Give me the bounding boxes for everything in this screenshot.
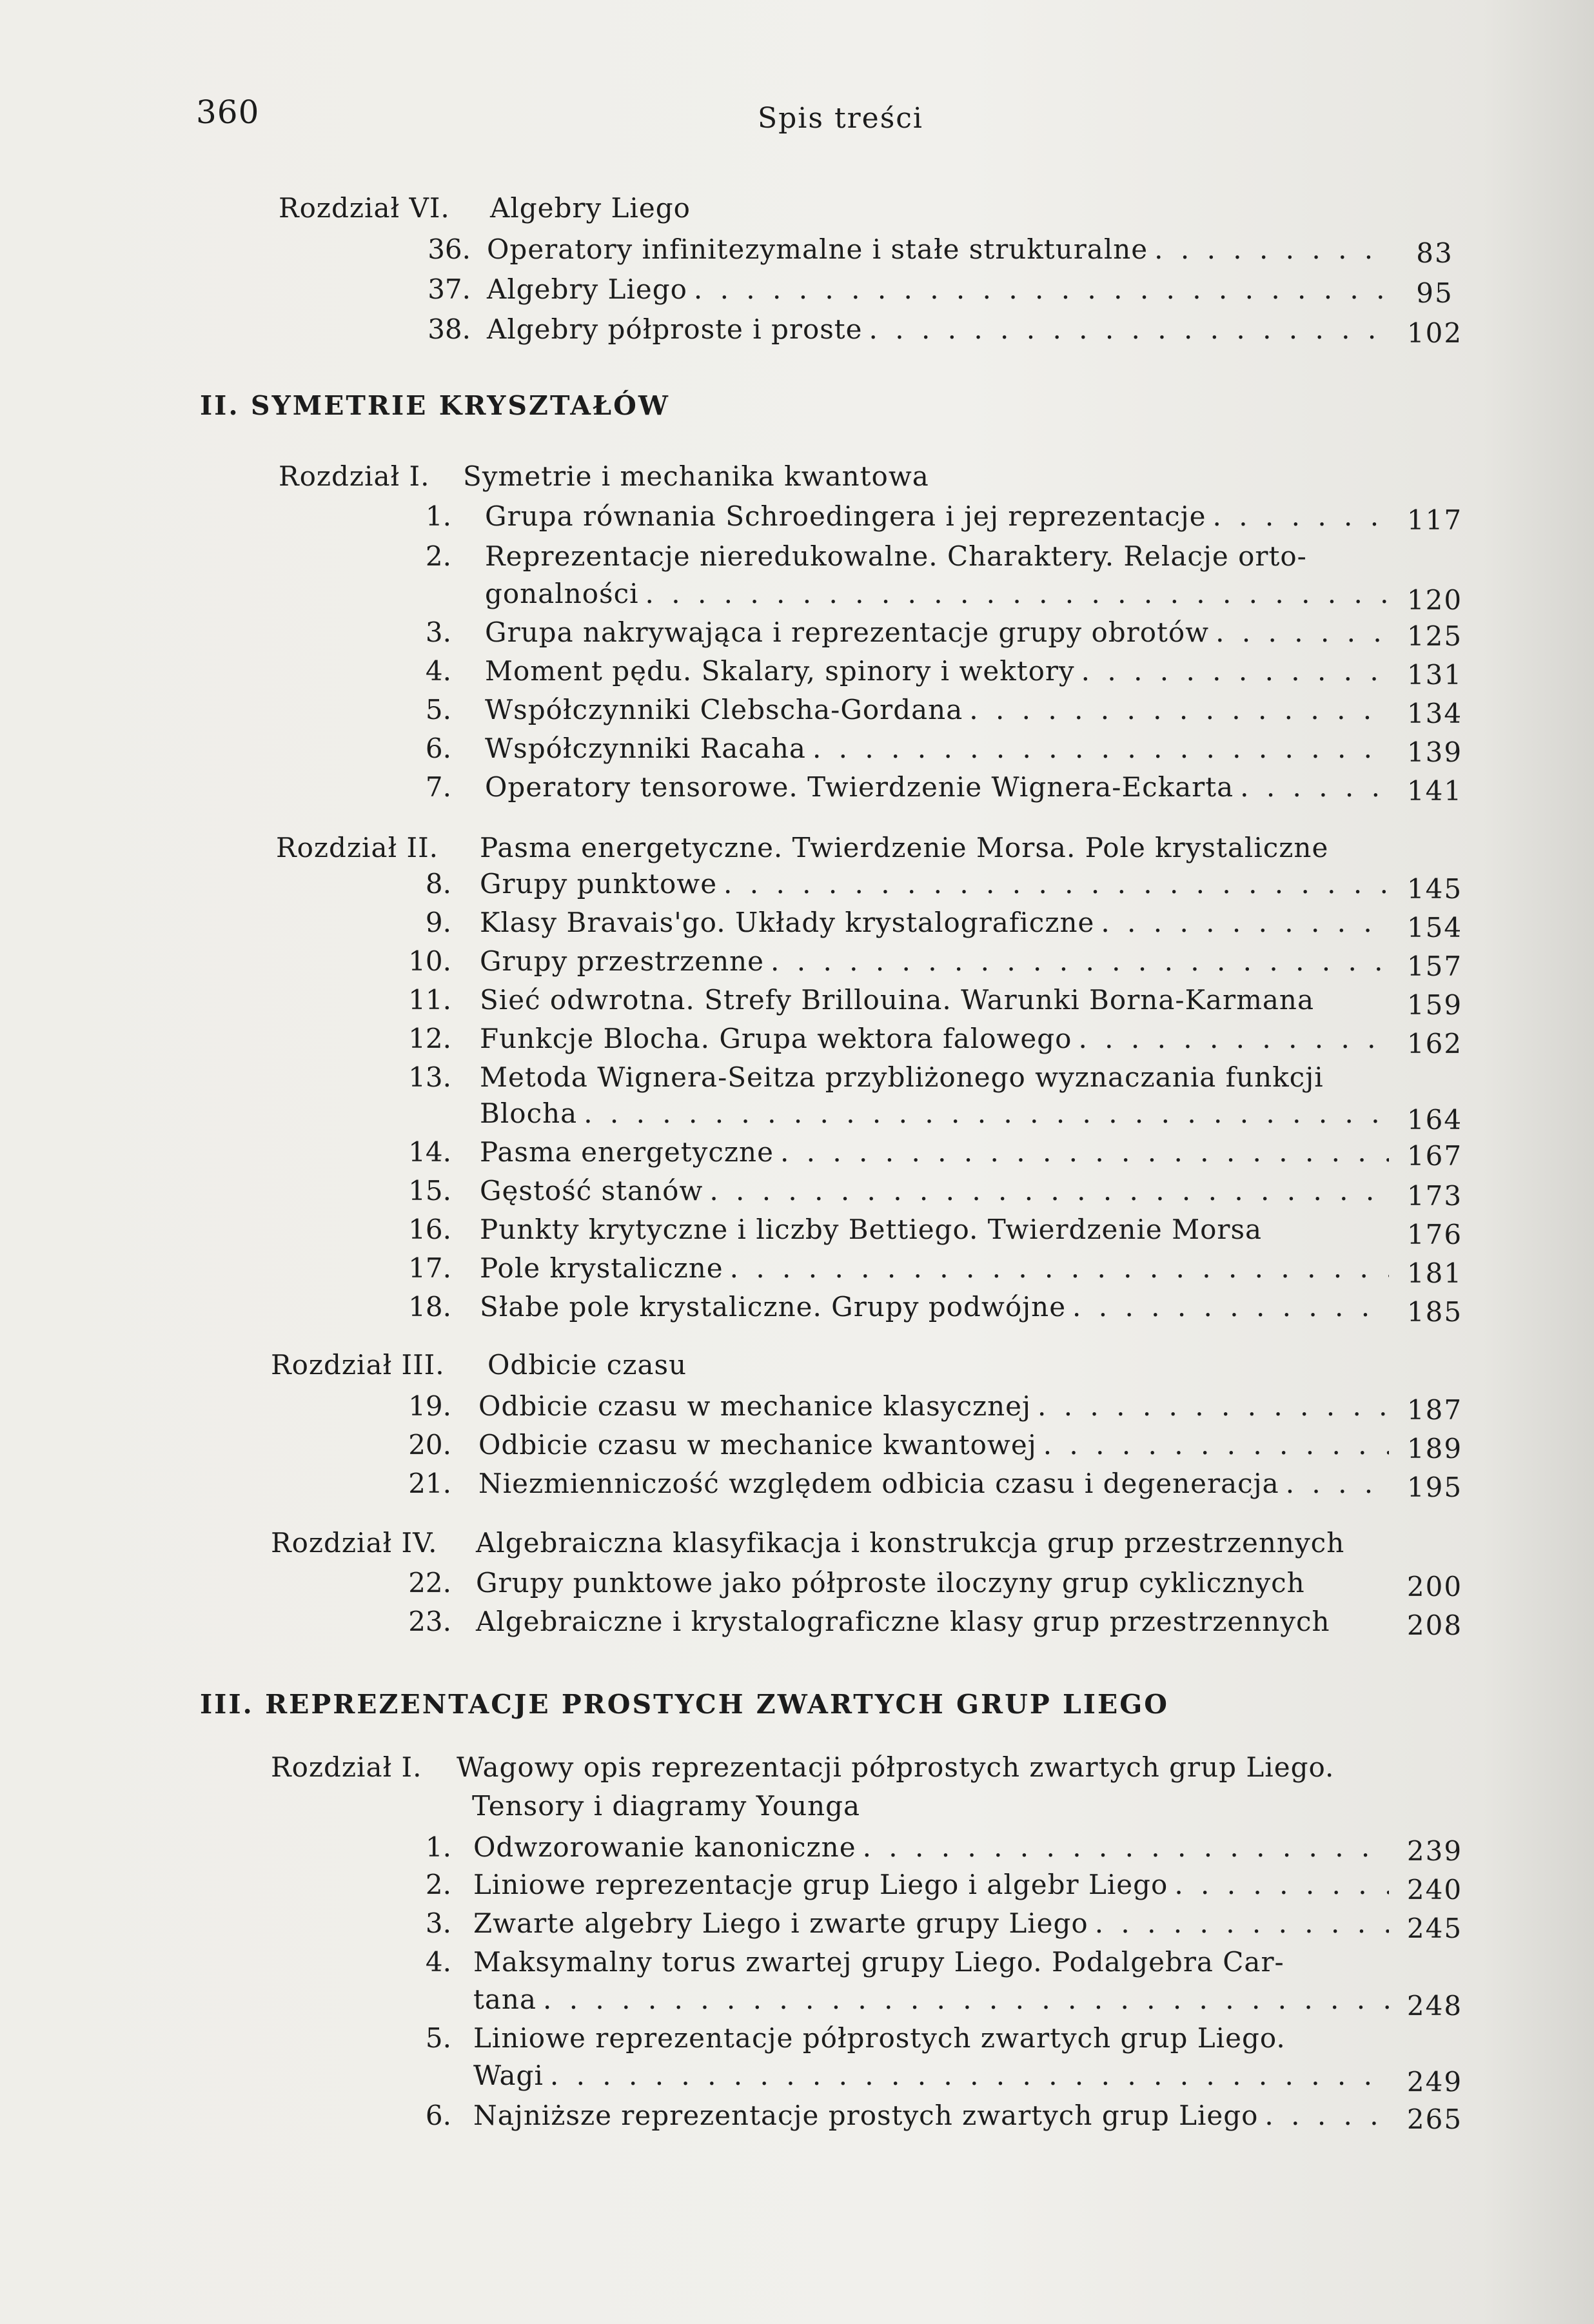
leader-dots bbox=[1095, 1904, 1389, 1944]
leader-dots bbox=[863, 1827, 1389, 1867]
entry-title: Algebraiczne i krystalograficzne klasy grup przestrzennych bbox=[476, 1606, 1330, 1637]
entry-number: 19. bbox=[408, 1390, 451, 1422]
entry-title: Moment pędu. Skalary, spinory i wektory bbox=[485, 655, 1075, 687]
leader-dots bbox=[1078, 1019, 1389, 1059]
entry-title: Operatory infinitezymalne i stałe strukturalne bbox=[487, 233, 1148, 265]
entry-title: Funkcje Blocha. Grupa wektora falowego bbox=[480, 1023, 1072, 1054]
page-ref: 102 bbox=[1406, 317, 1463, 349]
toc-entry bbox=[0, 230, 1594, 270]
chapter-title: Wagowy opis reprezentacji półprostych zwartych grup Liego. bbox=[457, 1751, 1335, 1783]
entry-number: 2. bbox=[425, 1869, 451, 1900]
entry-title: Niezmienniczość względem odbicia czasu i degeneracja bbox=[478, 1468, 1279, 1499]
page-number: 360 bbox=[196, 94, 260, 131]
leader-dots bbox=[869, 310, 1390, 350]
chapter-label: Rozdział I. bbox=[279, 460, 430, 492]
entry-number: 5. bbox=[425, 2022, 451, 2054]
toc-entry-continuation bbox=[0, 1094, 1594, 1134]
entry-title: Odbicie czasu w mechanice kwantowej bbox=[478, 1429, 1037, 1461]
entry-number: 17. bbox=[408, 1252, 451, 1284]
entry-title: Algebry półproste i proste bbox=[487, 313, 863, 345]
toc-entry-continuation bbox=[0, 1980, 1594, 2020]
entry-title: Najniższe reprezentacje prostych zwartych grup Liego bbox=[473, 2100, 1259, 2131]
entry-title: Operatory tensorowe. Twierdzenie Wignera-Eckarta bbox=[485, 771, 1234, 803]
entry-number: 3. bbox=[425, 616, 451, 648]
toc-entry bbox=[0, 1942, 1594, 1982]
leader-dots bbox=[1240, 767, 1388, 807]
toc-entry-continuation bbox=[0, 2056, 1594, 2096]
leader-dots bbox=[1264, 2096, 1389, 2136]
chapter-title: Odbicie czasu bbox=[487, 1349, 687, 1381]
chapter-heading bbox=[0, 1345, 1594, 1385]
page-ref: 95 bbox=[1416, 277, 1453, 309]
toc-entry bbox=[0, 1132, 1594, 1172]
entry-number: 4. bbox=[425, 655, 451, 687]
toc-entry bbox=[0, 864, 1594, 904]
page-ref: 145 bbox=[1406, 873, 1463, 905]
entry-number: 7. bbox=[425, 771, 451, 803]
entry-title: Liniowe reprezentacje półprostych zwartych grup Liego. bbox=[473, 2022, 1286, 2054]
page-ref: 176 bbox=[1406, 1219, 1463, 1250]
toc-entry bbox=[0, 2096, 1594, 2136]
page-ref: 131 bbox=[1406, 659, 1463, 691]
entry-title: Pasma energetyczne bbox=[480, 1136, 774, 1168]
entry-title: Zwarte algebry Liego i zwarte grupy Liego bbox=[473, 1907, 1088, 1939]
entry-title-continuation: Blocha bbox=[480, 1098, 578, 1129]
entry-number: 5. bbox=[425, 694, 451, 725]
entry-number: 12. bbox=[408, 1023, 451, 1054]
page-ref: 157 bbox=[1406, 950, 1463, 982]
toc-entry bbox=[0, 729, 1594, 769]
entry-title: Słabe pole krystaliczne. Grupy podwójne bbox=[480, 1291, 1067, 1323]
page-ref: 208 bbox=[1406, 1610, 1463, 1641]
toc-entry bbox=[0, 310, 1594, 350]
entry-title: Odwzorowanie kanoniczne bbox=[473, 1831, 856, 1863]
entry-title-continuation: Wagi bbox=[473, 2060, 544, 2091]
entry-title: Sieć odwrotna. Strefy Brillouina. Warunki Borna-Karmana bbox=[480, 984, 1315, 1016]
page-ref: 117 bbox=[1406, 504, 1463, 536]
entry-title-continuation: tana bbox=[473, 1984, 537, 2015]
entry-title: Metoda Wignera-Seitza przybliżonego wyznaczania funkcji bbox=[480, 1061, 1324, 1093]
page-ref: 141 bbox=[1406, 775, 1463, 807]
chapter-title-continuation: Tensory i diagramy Younga bbox=[472, 1790, 861, 1822]
page-ref: 159 bbox=[1406, 989, 1463, 1021]
leader-dots bbox=[1043, 1425, 1389, 1465]
chapter-title: Pasma energetyczne. Twierdzenie Morsa. Pole krystaliczne bbox=[480, 832, 1329, 863]
toc-entry bbox=[0, 651, 1594, 691]
chapter-label: Rozdział I. bbox=[271, 1751, 422, 1783]
chapter-title: Algebry Liego bbox=[490, 192, 691, 224]
chapter-heading bbox=[0, 188, 1594, 228]
entry-number: 15. bbox=[408, 1175, 451, 1206]
entry-number: 8. bbox=[425, 868, 451, 900]
leader-dots bbox=[584, 1094, 1389, 1134]
entry-number: 6. bbox=[425, 2100, 451, 2131]
page-ref: 245 bbox=[1406, 1913, 1463, 1944]
entry-title: Pole krystaliczne bbox=[480, 1252, 723, 1284]
entry-title: Grupy przestrzenne bbox=[480, 945, 765, 977]
leader-dots bbox=[812, 729, 1388, 769]
leader-dots bbox=[550, 2056, 1389, 2096]
page-ref: 162 bbox=[1406, 1028, 1463, 1059]
entry-number: 11. bbox=[408, 984, 451, 1016]
toc-entry bbox=[0, 537, 1594, 576]
page-ref: 189 bbox=[1406, 1433, 1463, 1464]
toc-entry bbox=[0, 1425, 1594, 1465]
chapter-heading bbox=[0, 1748, 1594, 1787]
page-ref: 125 bbox=[1406, 620, 1463, 652]
leader-dots bbox=[730, 1248, 1389, 1288]
entry-number: 3. bbox=[425, 1907, 451, 1939]
entry-title: Grupa nakrywająca i reprezentacje grupy obrotów bbox=[485, 616, 1210, 648]
entry-title: Grupy punktowe bbox=[480, 868, 718, 900]
toc-entry bbox=[0, 767, 1594, 807]
entry-title: Współczynniki Clebscha-Gordana bbox=[485, 694, 963, 725]
page-ref: 195 bbox=[1406, 1472, 1463, 1503]
part-title: III. REPREZENTACJE PROSTYCH ZWARTYCH GRUP LIEGO bbox=[200, 1689, 1169, 1720]
leader-dots bbox=[969, 690, 1388, 730]
page-ref: 139 bbox=[1406, 736, 1463, 768]
chapter-title: Algebraiczna klasyfikacja i konstrukcja grup przestrzennych bbox=[476, 1527, 1345, 1559]
toc-entry bbox=[0, 1904, 1594, 1944]
toc-entry bbox=[0, 1248, 1594, 1288]
page-ref: 248 bbox=[1406, 1990, 1463, 2022]
chapter-heading bbox=[0, 457, 1594, 497]
toc-entry bbox=[0, 2018, 1594, 2058]
leader-dots bbox=[709, 1171, 1389, 1211]
chapter-label: Rozdział IV. bbox=[271, 1527, 438, 1559]
entry-title: Grupy punktowe jako półproste iloczyny grup cyklicznych bbox=[476, 1567, 1305, 1599]
page-ref: 134 bbox=[1406, 698, 1463, 729]
leader-dots bbox=[1072, 1287, 1389, 1327]
entry-number: 2. bbox=[425, 540, 451, 572]
entry-number: 22. bbox=[408, 1567, 451, 1599]
entry-title: Punkty krytyczne i liczby Bettiego. Twierdzenie Morsa bbox=[480, 1214, 1263, 1245]
leader-dots bbox=[694, 270, 1390, 310]
entry-title: Maksymalny torus zwartej grupy Liego. Podalgebra Car- bbox=[473, 1946, 1284, 1978]
entry-title: Grupa równania Schroedingera i jej reprezentacje bbox=[485, 500, 1206, 532]
entry-number: 23. bbox=[408, 1606, 451, 1637]
page-ref: 187 bbox=[1406, 1394, 1463, 1426]
toc-entry bbox=[0, 941, 1594, 981]
entry-number: 1. bbox=[425, 1831, 451, 1863]
leader-dots bbox=[1101, 903, 1389, 943]
entry-number: 1. bbox=[425, 500, 451, 532]
page-ref: 185 bbox=[1406, 1296, 1463, 1328]
entry-title: Klasy Bravais'go. Układy krystalograficzne bbox=[480, 907, 1095, 938]
running-head: Spis treści bbox=[758, 102, 923, 135]
toc-entry-continuation bbox=[0, 574, 1594, 614]
toc-entry bbox=[0, 1171, 1594, 1211]
page-ref: 239 bbox=[1406, 1835, 1463, 1867]
leader-dots bbox=[1286, 1464, 1389, 1504]
chapter-label: Rozdział VI. bbox=[279, 192, 450, 224]
toc-entry bbox=[0, 903, 1594, 943]
part-title: II. SYMETRIE KRYSZTAŁÓW bbox=[200, 390, 670, 421]
page-ref: 83 bbox=[1416, 237, 1453, 269]
leader-dots bbox=[645, 574, 1388, 614]
chapter-heading bbox=[0, 828, 1594, 868]
toc-entry bbox=[0, 690, 1594, 730]
entry-title: Reprezentacje nieredukowalne. Charaktery. Relacje orto- bbox=[485, 540, 1307, 572]
toc-entry bbox=[0, 1287, 1594, 1327]
page-ref: 154 bbox=[1406, 912, 1463, 943]
toc-entry bbox=[0, 270, 1594, 310]
entry-number: 13. bbox=[408, 1061, 451, 1093]
chapter-heading-continuation bbox=[0, 1786, 1594, 1826]
page-ref: 240 bbox=[1406, 1874, 1463, 1905]
entry-number: 18. bbox=[408, 1291, 451, 1323]
leader-dots bbox=[1215, 613, 1388, 653]
entry-title: Gęstość stanów bbox=[480, 1175, 704, 1206]
leader-dots bbox=[1174, 1865, 1389, 1905]
leader-dots bbox=[771, 941, 1389, 981]
toc-entry bbox=[0, 1827, 1594, 1867]
leader-dots bbox=[780, 1132, 1389, 1172]
entry-number: 21. bbox=[408, 1468, 451, 1499]
entry-number: 37. bbox=[428, 273, 471, 305]
leader-dots bbox=[723, 864, 1389, 904]
entry-number: 9. bbox=[425, 907, 451, 938]
toc-entry bbox=[0, 613, 1594, 653]
entry-number: 4. bbox=[425, 1946, 451, 1978]
toc-entry bbox=[0, 980, 1594, 1020]
leader-dots bbox=[543, 1980, 1389, 2020]
chapter-title: Symetrie i mechanika kwantowa bbox=[463, 460, 929, 492]
page-ref: 265 bbox=[1406, 2103, 1463, 2135]
chapter-label: Rozdział II. bbox=[276, 832, 439, 863]
toc-entry bbox=[0, 1865, 1594, 1905]
toc-entry bbox=[0, 1210, 1594, 1250]
entry-number: 38. bbox=[428, 313, 471, 345]
entry-number: 14. bbox=[408, 1136, 451, 1168]
leader-dots bbox=[1081, 651, 1388, 691]
chapter-heading bbox=[0, 1523, 1594, 1563]
entry-number: 16. bbox=[408, 1214, 451, 1245]
toc-entry bbox=[0, 1019, 1594, 1059]
entry-title: Liniowe reprezentacje grup Liego i algebr Liego bbox=[473, 1869, 1168, 1900]
leader-dots bbox=[1213, 497, 1388, 537]
entry-number: 10. bbox=[408, 945, 451, 977]
page-ref: 120 bbox=[1406, 584, 1463, 616]
entry-number: 36. bbox=[428, 233, 471, 265]
entry-number: 20. bbox=[408, 1429, 451, 1461]
page-ref: 164 bbox=[1406, 1104, 1463, 1136]
toc-entry bbox=[0, 1058, 1594, 1098]
entry-title: Algebry Liego bbox=[487, 273, 687, 305]
chapter-label: Rozdział III. bbox=[271, 1349, 445, 1381]
leader-dots bbox=[1038, 1386, 1389, 1426]
toc-entry bbox=[0, 1563, 1594, 1603]
leader-dots bbox=[1154, 230, 1390, 270]
entry-title: Odbicie czasu w mechanice klasycznej bbox=[478, 1390, 1032, 1422]
toc-entry bbox=[0, 1602, 1594, 1642]
entry-number: 6. bbox=[425, 733, 451, 764]
entry-title: Współczynniki Racaha bbox=[485, 733, 806, 764]
page-ref: 173 bbox=[1406, 1180, 1463, 1212]
toc-entry bbox=[0, 497, 1594, 537]
entry-title-continuation: gonalności bbox=[485, 578, 639, 609]
page-ref: 181 bbox=[1406, 1257, 1463, 1289]
page-ref: 200 bbox=[1406, 1571, 1463, 1602]
page-ref: 249 bbox=[1406, 2066, 1463, 2098]
toc-entry bbox=[0, 1386, 1594, 1426]
toc-entry bbox=[0, 1464, 1594, 1504]
page-ref: 167 bbox=[1406, 1140, 1463, 1172]
